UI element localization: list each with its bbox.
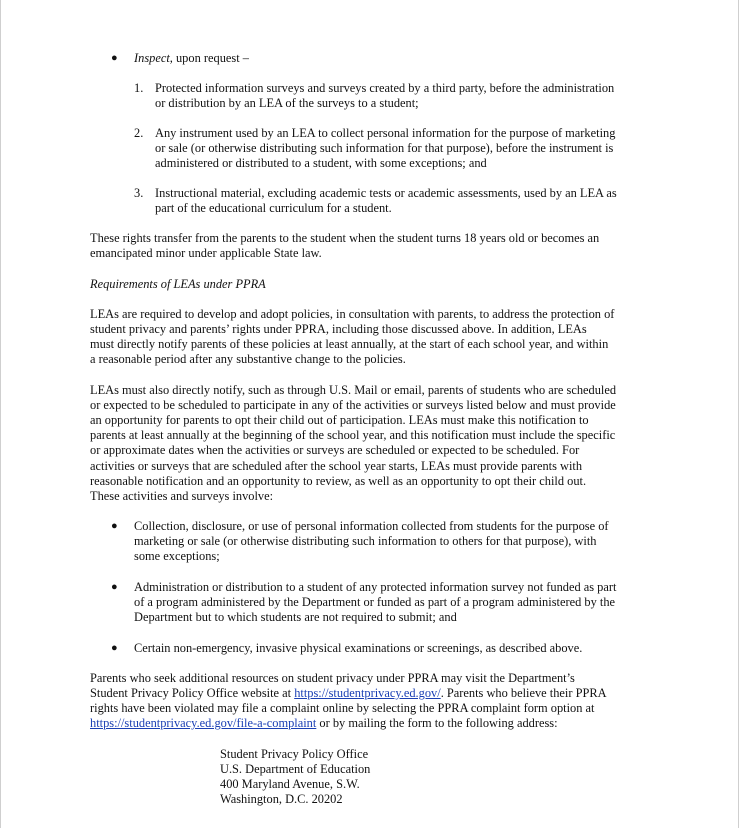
bullet-line: of a program administered by the Department or funded as part of a program administered by the <box>134 595 616 609</box>
paragraph-line: Parents who seek additional resources on student privacy under PPRA may visit the Department’s <box>90 671 575 685</box>
paragraph-line: LEAs must also directly notify, such as through U.S. Mail or email, parents of students who are scheduled <box>90 383 617 397</box>
list-number: 2. <box>134 126 144 140</box>
paragraph-line: or approximate dates when the activities or surveys are scheduled or expected to be scheduled. For <box>90 443 580 457</box>
paragraph-line: must directly notify parents of these policies at least annually, at the start of each school year, and within <box>90 337 609 351</box>
paragraph-text: . Parents who believe their PPRA <box>440 686 607 700</box>
list-item-line: or sale (or otherwise distributing such information for that purpose), before the instrument is <box>155 141 614 155</box>
bullet-icon: ● <box>111 520 118 532</box>
paragraph-line: parents at least annually at the beginning of the school year, and this notification must include the specific <box>90 428 616 442</box>
paragraph-line: reasonable notification and an opportunity to review, as well as an opportunity to opt their child out. <box>90 474 587 488</box>
bullet-icon: ● <box>111 581 118 593</box>
inspect-bullet-text <box>134 51 249 66</box>
address-line: Washington, D.C. 20202 <box>220 792 343 806</box>
paragraph-line: an opportunity for parents to opt their child out of participation. LEAs must make this notification to <box>90 413 589 427</box>
list-item-line: administered or distributed to a student, with some exceptions; and <box>155 156 487 170</box>
list-item-line: Any instrument used by an LEA to collect personal information for the purpose of marketing <box>155 126 616 140</box>
list-item-line: part of the educational curriculum for a student. <box>155 201 392 215</box>
list-number: 3. <box>134 186 144 200</box>
paragraph-text: Student Privacy Policy Office website at <box>90 686 295 700</box>
paragraph-line: student privacy and parents’ rights under PPRA, including those discussed above. In addition, LEAs <box>90 322 587 336</box>
bullet-line: some exceptions; <box>134 549 220 563</box>
address-line: U.S. Department of Education <box>220 762 371 776</box>
address-line: 400 Maryland Avenue, S.W. <box>220 777 360 791</box>
bullet-icon: ● <box>111 52 118 64</box>
bullet-icon: ● <box>111 642 118 654</box>
inspect-italic-word: Inspect, <box>134 51 173 65</box>
inspect-rest-text: upon request – <box>172 51 249 65</box>
paragraph-line: These rights transfer from the parents to the student when the student turns 18 years old or becomes an <box>90 231 600 245</box>
bullet-line: marketing or sale (or otherwise distributing such information to others for that purpose), with <box>134 534 597 548</box>
paragraph-line: activities or surveys that are scheduled after the school year starts, LEAs must provide parents with <box>90 459 583 473</box>
student-privacy-link[interactable]: https://studentprivacy.ed.gov/ <box>294 686 441 700</box>
list-item-line: Instructional material, excluding academic tests or academic assessments, used by an LEA as <box>155 186 617 200</box>
paragraph-line: or expected to be scheduled to participate in any of the activities or surveys listed below and must provide <box>90 398 616 412</box>
paragraph-line: emancipated minor under applicable State law. <box>90 246 322 260</box>
list-number: 1. <box>134 81 144 95</box>
paragraph-line <box>90 716 558 731</box>
paragraph-line <box>90 686 607 701</box>
file-complaint-link[interactable]: https://studentprivacy.ed.gov/file-a-complaint <box>90 716 317 730</box>
paragraph-text: or by mailing the form to the following address: <box>316 716 558 730</box>
bullet-line: Certain non-emergency, invasive physical examinations or screenings, as described above. <box>134 641 583 655</box>
bullet-line: Collection, disclosure, or use of personal information collected from students for the purpose of <box>134 519 609 533</box>
paragraph-line: These activities and surveys involve: <box>90 489 274 503</box>
bullet-line: Administration or distribution to a student of any protected information survey not funded as part <box>134 580 617 594</box>
bullet-line: Department but to which students are not required to submit; and <box>134 610 457 624</box>
address-line: Student Privacy Policy Office <box>220 747 369 761</box>
paragraph-line: LEAs are required to develop and adopt policies, in consultation with parents, to address the protection of <box>90 307 615 321</box>
list-item-line: Protected information surveys and surveys created by a third party, before the administration <box>155 81 615 95</box>
list-item-line: or distribution by an LEA of the surveys to a student; <box>155 96 419 110</box>
paragraph-line: rights have been violated may file a complaint online by selecting the PPRA complaint form option at <box>90 701 595 715</box>
paragraph-line: a reasonable period after any substantive change to the policies. <box>90 352 406 366</box>
section-heading: Requirements of LEAs under PPRA <box>90 277 266 291</box>
